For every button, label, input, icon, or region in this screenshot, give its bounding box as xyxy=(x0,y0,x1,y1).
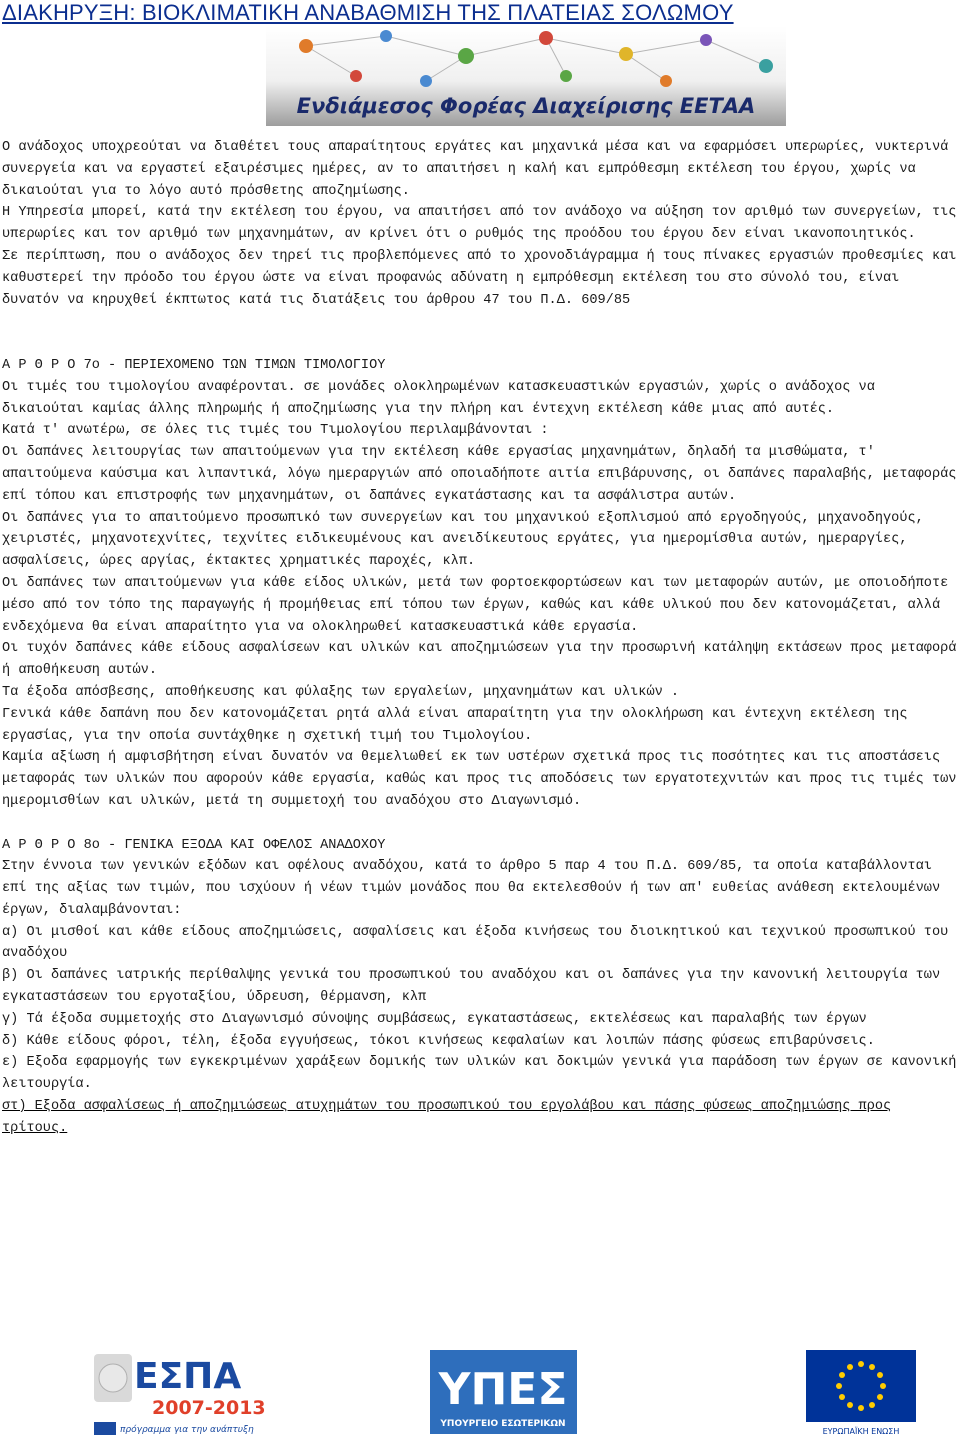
paragraph: Καμία αξίωση ή αμφισβήτηση είναι δυνατόν να θεμελιωθεί εκ των υστέρων σχετικά προς τις ποσότητες και τις αποστάσεις μεταφοράς των υλικών που αφορούν κάθε εργασία, καθώς και προς τις αποδόσεις των εργατοτεχνιτών και προς τις τιμές των ημερομισθίων και υλικών, μετά τη συμμετοχή του αναδόχου στο Διαγωνισμό. xyxy=(2,750,957,809)
paragraph: Οι δαπάνες λειτουργίας των απαιτούμενων για την εκτέλεση κάθε εργασίας μηχανημάτων, δηλαδή τα μισθώματα, τ' απαιτούμενα καύσιμα και λιπαντικά, λόγω ημεραργιών από οποιαδήποτε αιτία επιβάρυνσης, οι δαπάνες παραλαβής, μεταφοράς επί τόπου και επιστροφής των μηχανημάτων, οι δαπάνες εγκατάστασης και τα ασφάλιστρα αυτών. xyxy=(2,445,957,504)
paragraph: Οι τυχόν δαπάνες κάθε είδους ασφαλίσεων και υλικών και αποζημιώσεων για την προσωρινή κατάληψη εκτάσεων προς μεταφορά ή αποθήκευση αυτών. xyxy=(2,641,957,679)
list-item: δ) Κάθε είδους φόροι, τέλη, έξοδα εγγυήσεως, τόκοι κινήσεως κεφαλαίων και λοιπών πάσης φύσεως επιβαρύνσεις. xyxy=(2,1033,875,1049)
banner-caption: Ενδιάμεσος Φορέας Διαχείρισης ΕΕΤΑΑ xyxy=(296,94,756,118)
list-item: β) Οι δαπάνες ιατρικής περίθαλψης γενικά του προσωπικού του αναδόχου και οι δαπάνες για την κανονική λειτουργία των εγκαταστάσεων του εργοταξίου, ύδρευση, θέρμανση, κλπ xyxy=(2,968,941,1006)
paragraph: Οι τιμές του τιμολογίου αναφέρονται. σε μονάδες ολοκληρωμένων κατασκευαστικών εργασιών, χωρίς ο ανάδοχος να δικαιούται καμίας άλλης πληρωμής ή αποζημίωσης για την πλήρη και έντεχνη εκτέλεση κάθε μιας από αυτές. xyxy=(2,379,875,417)
document-title: ΔΙΑΚΗΡΥΞΗ: ΒΙΟΚΛΙΜΑΤΙΚΗ ΑΝΑΒΑΘΜΙΣΗ ΤΗΣ ΠΛΑΤΕΙΑΣ ΣΟΛΩΜΟΥ xyxy=(2,0,734,25)
eu-caption: ΕΥΡΩΠΑΪΚΗ ΕΝΩΣΗ xyxy=(822,1427,900,1436)
ypes-word: ΥΠΕΣ xyxy=(438,1364,568,1415)
paragraph: Ο ανάδοχος υποχρεούται να διαθέτει τους απαραίτητους εργάτες και μηχανικά μέσα και να εφαρμόσει υπερωρίες, νυκτερινά συνεργεία και να εργαστεί εξαιρέσιμες ημέρες, αν το απαιτήσει η καλή και εμπρόθεσμη εκτέλεση του έργου, χωρίς να δικαιούται για το λόγο αυτό πρόσθετης αποζημίωσης. xyxy=(2,140,949,199)
spacer xyxy=(2,311,958,355)
list-item: ε) Εξοδα εφαρμογής των εγκεκριμένων χαράξεων δομικής των υλικών και δοκιμών γενικά για παράδοση των έργων σε κανονική λειτουργία. xyxy=(2,1055,957,1093)
espa-logo xyxy=(92,1350,266,1436)
paragraph: Σε περίπτωση, που ο ανάδοχος δεν τηρεί τις προβλεπόμενες από το χρονοδιάγραμμα ή τους πίνακες εργασιών προθεσμίες και καθυστερεί την πρόοδο του έργου ώστε να είναι προφανώς αδύνατη η εμπρόθεσμη εκτέλεση του στο σύνολό του, είναι δυνατόν να κηρυχθεί έκπτωτος κατά τις διατάξεις του άρθρου 47 του Π.Δ. 609/85 xyxy=(2,248,957,308)
list-item: στ) Εξοδα ασφαλίσεως ή αποζημιώσεως ατυχημάτων του προσωπικού του εργολάβου και πάσης φύσεως αποζημιώσης προς τρίτους. xyxy=(2,1099,892,1136)
spacer xyxy=(2,813,958,835)
ypes-subtitle: ΥΠΟΥΡΓΕΙΟ ΕΣΩΤΕΡΙΚΩΝ xyxy=(440,1419,566,1429)
document-body xyxy=(2,137,958,1140)
paragraph: Τα έξοδα απόσβεσης, αποθήκευσης και φύλαξης των εργαλείων, μηχανημάτων και υλικών . xyxy=(2,684,680,700)
espa-tagline: πρόγραμμα για την ανάπτυξη xyxy=(120,1425,254,1435)
espa-word: ΕΣΠΑ xyxy=(134,1356,242,1397)
paragraph: Κατά τ' ανωτέρω, σε όλες τις τιμές του Τιμολογίου περιλαμβάνονται : xyxy=(2,423,549,439)
paragraph: Οι δαπάνες για το απαιτούμενο προσωπικό των συνεργείων και του μηχανικού εξοπλισμού από εργοδηγούς, μηχανοδηγούς, χειριστές, μηχανοτεχνίτες, τεχνίτες ειδικευμένους και ανειδίκευτους εργάτες, για ημερομίσθια αυτών, ημεραργίες, ασφαλίσεις, ώρες αργίας, έκτακτες χρηματικές παροχές, κλπ. xyxy=(2,510,924,570)
list-item: α) Οι μισθοί και κάθε είδους αποζημιώσεις, ασφαλίσεις και έξοδα κινήσεως του διοικητικού και τεχνικού προσωπικού του αναδόχου xyxy=(2,924,949,962)
article-7-heading: Α Ρ Θ Ρ Ο 7ο - ΠΕΡΙΕΧΟΜΕΝΟ ΤΩΝ ΤΙΜΩΝ ΤΙΜΟΛΟΓΙΟΥ xyxy=(2,357,386,373)
article-8-heading: Α Ρ Θ Ρ Ο 8ο - ΓΕΝΙΚΑ ΕΞΟΔΑ ΚΑΙ ΟΦΕΛΟΣ ΑΝΑΔΟΧΟΥ xyxy=(2,837,386,853)
list-item: γ) Τά έξοδα συμμετοχής στο Διαγωνισμό σύνοψης συμβάσεως, εγκαταστάσεως, εκτελέσεως και παραλαβής των έργων xyxy=(2,1011,867,1027)
paragraph: Γενικά κάθε δαπάνη που δεν κατονομάζεται ρητά αλλά είναι απαραίτητη για την ολοκλήρωση και έντεχνη εκτέλεση της εργασίας, για την οποία συντάχθηκε η σχετική τιμή του Τιμολογίου. xyxy=(2,706,908,744)
eu-flag-logo xyxy=(806,1350,916,1438)
paragraph: Οι δαπάνες των απαιτούμενων για κάθε είδος υλικών, μετά των φορτοεκφορτώσεων και των μεταφορών αυτών, με οποιοδήποτε μέσο από τον τόπο της παραγωγής ή προμήθειας επί τόπου των έργων, καθώς και κάθε υλικού που δεν κατονομάζεται, αλλά ενδεχόμενα θα είναι απαραίτητο για να ολοκληρωθεί κατασκευαστικά κάθε εργασία. xyxy=(2,575,949,635)
paragraph: Στην έννοια των γενικών εξόδων και οφέλους αναδόχου, κατά το άρθρο 5 παρ 4 του Π.Δ. 609/85, τα οποία καταβάλλονται επί της αξίας των τιμών, που ισχύουν ή νέων τιμών μονάδος που θα εκτελεσθούν ή των απ' ευθείας ανάθεση εκτελουμένων έργων, διαλαμβάνονται: xyxy=(2,859,941,918)
ypes-logo xyxy=(430,1350,577,1434)
paragraph: Η Υπηρεσία μπορεί, κατά την εκτέλεση του έργου, να απαιτήσει από τον ανάδοχο να αύξηση τον αριθμό των συνεργείων, τις υπερωρίες και τον αριθμό των μηχανημάτων, αν κρίνει ότι ο ρυθμός της προόδου του έργου δεν είναι ικανοποιητικός. xyxy=(2,205,957,243)
espa-years: 2007-2013 xyxy=(152,1397,266,1419)
header-banner-image xyxy=(266,26,786,126)
